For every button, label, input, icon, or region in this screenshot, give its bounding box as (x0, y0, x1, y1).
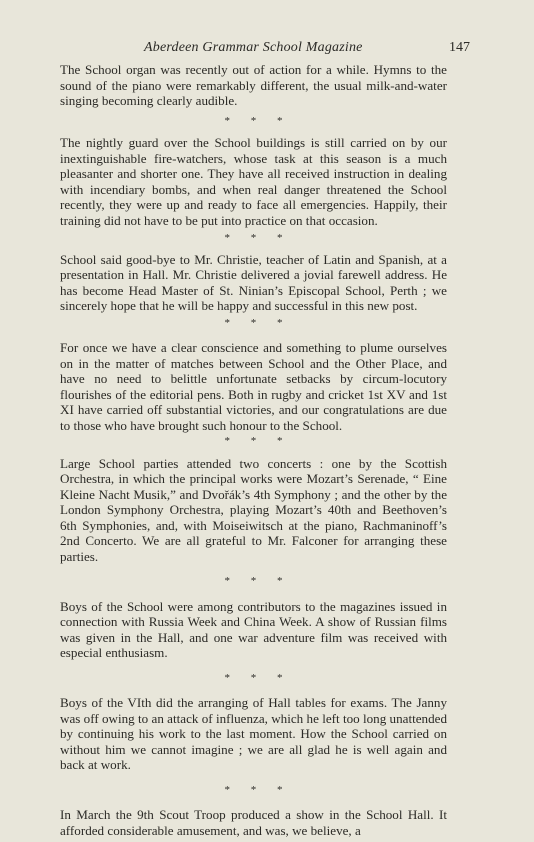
page-header (60, 40, 470, 60)
running-title: Aberdeen Grammar School Magazine (144, 40, 363, 55)
section-separator: * * * (224, 671, 283, 684)
paragraph-matches: For once we have a clear conscience and something to plume ourselves on in the matter of matches between School and the Other Place, and have no need to belittle unfortunate setbacks by circum-locutory flourishes of the editorial pens. Both in rugby and cricket 1st XV and 1st XI have carried off substantial victories, and our congratulations are due to those who have brought such honour to the School. (60, 340, 447, 433)
paragraph-scout-troop: In March the 9th Scout Troop produced a show in the School Hall. It afforded considerable amusement, and was, we believe, a (60, 807, 447, 838)
paragraph-exams: Boys of the VIth did the arranging of Hall tables for exams. The Janny was off owing to an attack of influenza, which he left too long unattended by continuing his work to the last moment. How the School carried on without him we cannot imagine ; we are all glad he is well again and back at work. (60, 695, 447, 772)
section-separator: * * * (224, 232, 283, 244)
section-separator: * * * (224, 316, 283, 329)
paragraph-organ: The School organ was recently out of action for a while. Hymns to the sound of the piano were remarkably different, the usual milk-and-water singing becoming clearly audible. (60, 62, 447, 108)
section-separator: * * * (224, 575, 283, 587)
section-separator: * * * (224, 114, 283, 127)
paragraph-christie: School said good-bye to Mr. Christie, teacher of Latin and Spanish, at a presentation in Hall. Mr. Christie delivered a jovial farewell address. He has become Head Master of St. Ninian’s Episcopal School, Perth ; we sincerely hope that he will be happy and successful in this new post. (60, 251, 447, 313)
section-separator: * * * (224, 783, 283, 796)
paragraph-fire-watchers: The nightly guard over the School buildings is still carried on by our inextinguishable fire-watchers, whose task at this season is a much pleasanter and shorter one. They have all received instruction in dealing with incendiary bombs, and when real danger threatened the School recently, they were up and ready to face all emergencies. Happily, their training did not have to be put into practice on that occasion. (60, 135, 447, 228)
paragraph-russia-week: Boys of the School were among contributors to the magazines issued in connection with Russia Week and China Week. A show of Russian films was given in the Hall, and one war adventure film was received with especial enthusiasm. (60, 598, 447, 660)
section-separator: * * * (224, 435, 283, 447)
article-body (60, 62, 447, 838)
page-number: 147 (449, 40, 470, 55)
paragraph-concerts: Large School parties attended two concerts : one by the Scottish Orchestra, in which the principal works were Mozart’s Serenade, “ Eine Kleine Nacht Musik,” and Dvořák’s 4th Symphony ; and the other by the London Symphony Orchestra, playing Mozart’s 40th and Beethoven’s 6th Symphonies, and, with Moiseiwitsch at the piano, Rachmaninoff’s 2nd Concerto. We are all grateful to Mr. Falconer for arranging these parties. (60, 455, 447, 564)
